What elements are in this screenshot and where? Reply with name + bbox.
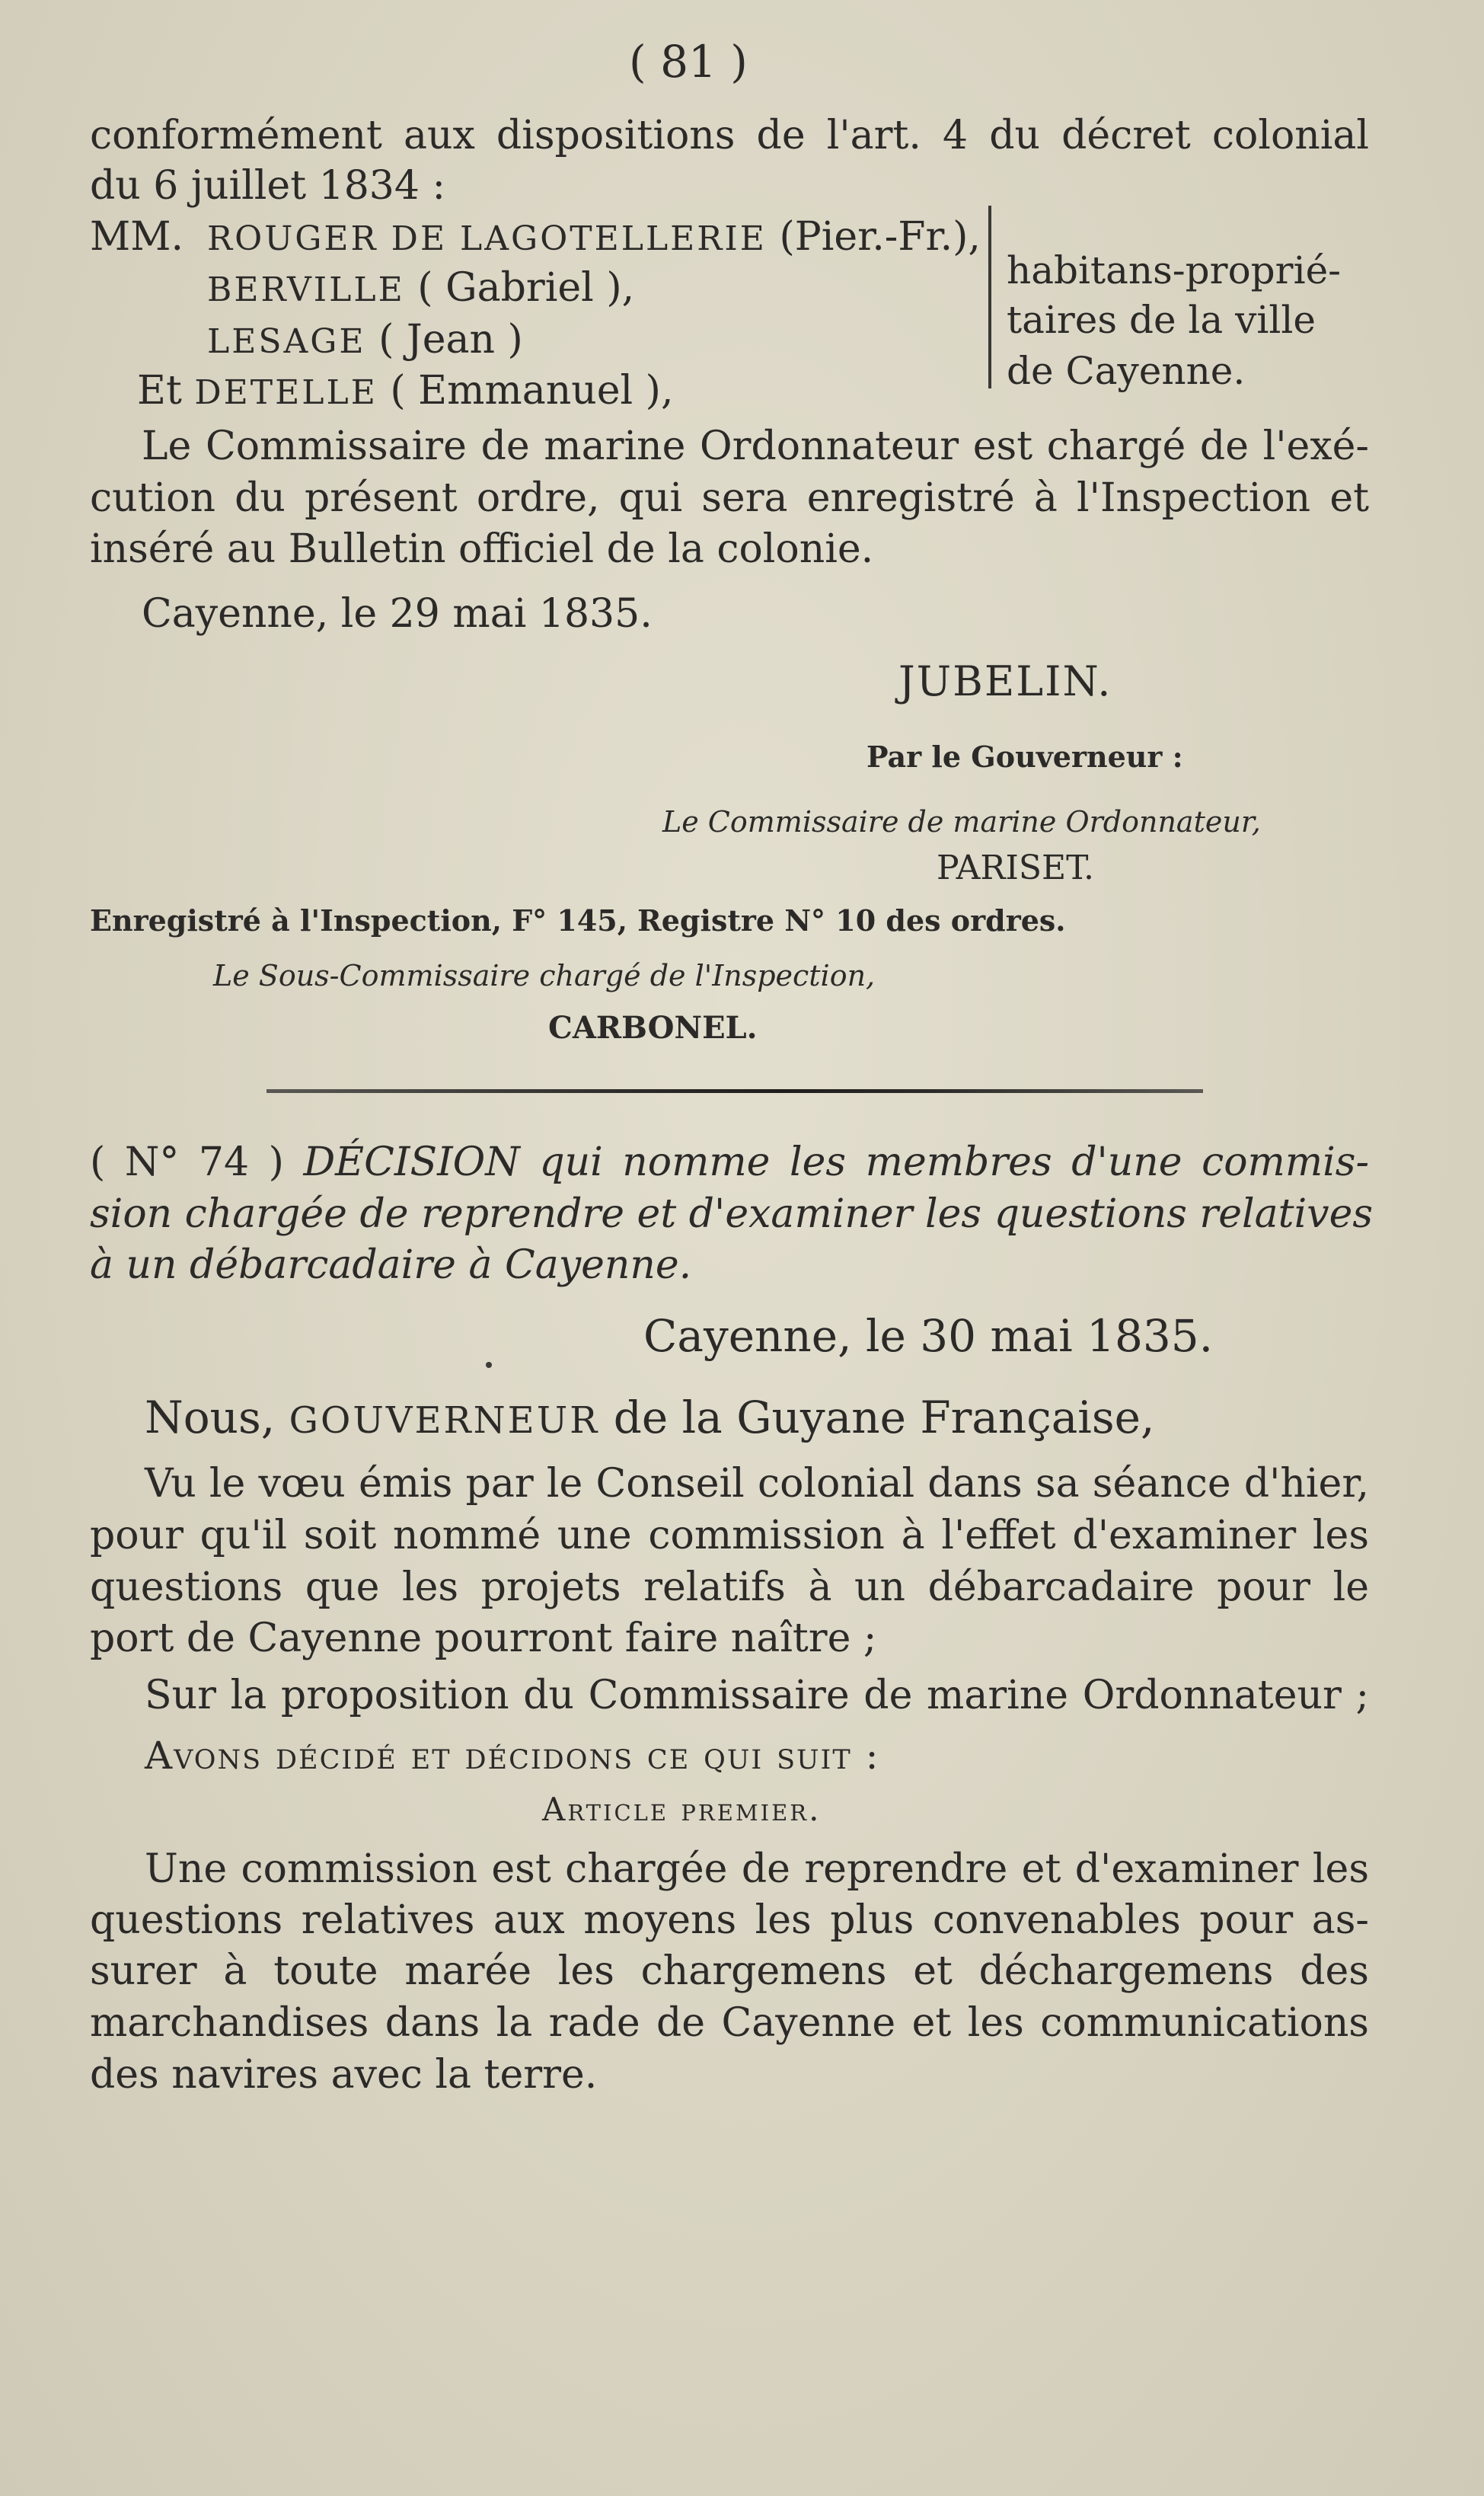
signature-pariset: PARISET. xyxy=(937,849,1094,887)
execution-line-2: cution du présent ordre, qui sera enregistré à l'Inspection et xyxy=(90,475,1369,521)
members-brace xyxy=(988,206,1002,388)
article-line-4: marchandises dans la rade de Cayenne et les communications xyxy=(90,2000,1369,2046)
considerant-5: Sur la proposition du Commissaire de marine Ordonnateur ; xyxy=(145,1673,1369,1718)
member-1 xyxy=(207,214,981,260)
decision-word: DÉCISION xyxy=(303,1139,520,1185)
nous-word: Nous, xyxy=(145,1392,276,1443)
article-line-5: des navires avec la terre. xyxy=(90,2052,598,2098)
member-3 xyxy=(207,317,523,363)
par-le-gouverneur: Par le Gouverneur : xyxy=(866,740,1183,774)
brace-note-2: taires de la ville xyxy=(1007,298,1316,342)
sous-commissaire-title: Le Sous-Commissaire chargé de l'Inspection, xyxy=(213,959,876,992)
brace-note-1: habitans-proprié- xyxy=(1007,248,1342,292)
gouverneur-word: GOUVERNEUR xyxy=(289,1399,600,1442)
decision-line-2: sion chargée de reprendre et d'examiner les questions relatives xyxy=(90,1191,1374,1237)
member-1-name: ROUGER DE LAGOTELLERIE xyxy=(207,219,767,258)
article-line-2: questions relatives aux moyens les plus convenables pour as- xyxy=(90,1897,1369,1943)
article-line-3: surer à toute marée les chargemens et déchargemens des xyxy=(90,1948,1369,1994)
order-line-1: conformément aux dispositions de l'art. 4 du décret colonial xyxy=(90,113,1369,158)
member-4-name: DETELLE xyxy=(194,373,378,412)
considerant-4: port de Cayenne pourront faire naître ; xyxy=(90,1616,877,1661)
member-4-given: ( Emmanuel ), xyxy=(390,368,674,414)
member-4 xyxy=(137,368,674,414)
member-3-name: LESAGE xyxy=(207,322,366,361)
avons-line: Avons décidé et décidons ce qui suit : xyxy=(145,1734,880,1778)
commissaire-title: Le Commissaire de marine Ordonnateur, xyxy=(662,805,1261,839)
considerant-1: Vu le vœu émis par le Conseil colonial dans sa séance d'hier, xyxy=(145,1461,1369,1507)
member-2-given: ( Gabriel ), xyxy=(417,265,635,311)
signature-governor: JUBELIN. xyxy=(898,657,1112,705)
execution-line-1: Le Commissaire de marine Ordonnateur est chargé de l'exé- xyxy=(142,423,1369,469)
date-first: Cayenne, le 29 mai 1835. xyxy=(142,591,653,637)
considerant-2: pour qu'il soit nommé une commission à l'effet d'examiner les xyxy=(90,1513,1369,1558)
considerant-3: questions que les projets relatifs à un débarcadaire pour le xyxy=(90,1564,1369,1610)
members-prefix: MM. xyxy=(90,214,184,260)
member-3-given: ( Jean ) xyxy=(378,317,523,363)
nous-line xyxy=(145,1392,1155,1443)
execution-line-3: inséré au Bulletin officiel de la colonie. xyxy=(90,526,874,572)
order-line-2: du 6 juillet 1834 : xyxy=(90,163,446,209)
member-2 xyxy=(207,265,635,311)
brace-note-3: de Cayenne. xyxy=(1007,349,1246,393)
decision-number: ( N° 74 ) xyxy=(90,1139,284,1185)
signature-carbonel: CARBONEL. xyxy=(548,1010,758,1046)
decision-title-1: qui nomme les membres d'une commis- xyxy=(539,1139,1370,1185)
member-2-name: BERVILLE xyxy=(207,270,405,309)
decision-line-3: à un débarcadaire à Cayenne. xyxy=(90,1242,692,1288)
section-divider xyxy=(266,1089,1203,1093)
article-line-1: Une commission est chargée de reprendre et d'examiner les xyxy=(145,1846,1369,1892)
member-4-prefix: Et xyxy=(137,368,182,414)
nous-rest: de la Guyane Française, xyxy=(613,1392,1155,1443)
member-1-given: (Pier.-Fr.), xyxy=(779,214,981,260)
decision-line-1 xyxy=(90,1139,1370,1185)
page-number: ( 81 ) xyxy=(629,36,748,88)
registration-line: Enregistré à l'Inspection, F° 145, Registre N° 10 des ordres. xyxy=(90,903,1066,938)
article-heading: Article premier. xyxy=(542,1791,822,1828)
date-second: Cayenne, le 30 mai 1835. xyxy=(643,1310,1214,1362)
speck xyxy=(486,1362,492,1368)
